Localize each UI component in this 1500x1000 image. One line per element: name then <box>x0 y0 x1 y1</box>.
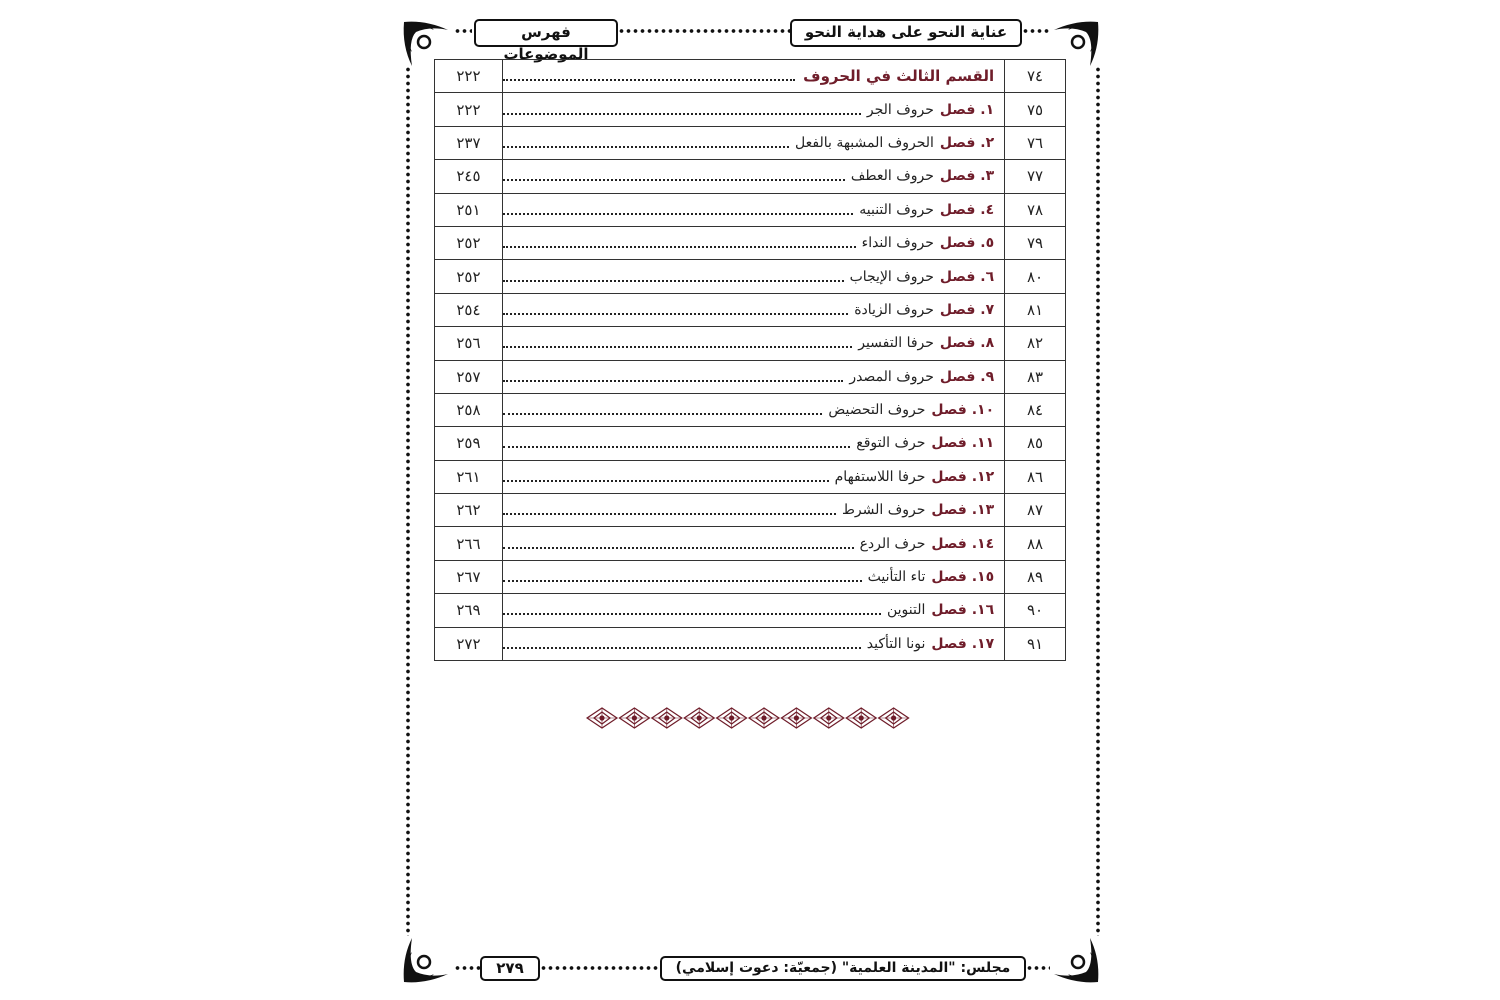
chapter-title: حرفا اللاستفهام <box>834 468 926 485</box>
toc-row-title-cell <box>502 360 1004 393</box>
section-title-header: فهرس الموضوعات <box>474 19 618 47</box>
toc-row-number: ٧٩ <box>1005 226 1066 259</box>
toc-row-page: ٢٢٢ <box>435 60 503 93</box>
chapter-title: حرف التوقع <box>856 435 926 452</box>
chapter-prefix: ٤. فصل <box>939 201 995 218</box>
chapter-prefix: ٩. فصل <box>939 368 995 385</box>
toc-row-page: ٢٦٦ <box>435 527 503 560</box>
chapter-title: حرف الردع <box>859 535 926 552</box>
toc-row-number: ٨٣ <box>1005 360 1066 393</box>
toc-row <box>435 527 1066 560</box>
toc-row <box>435 560 1066 593</box>
toc-row-title-cell <box>502 260 1004 293</box>
border-top-right <box>1022 28 1050 34</box>
toc-row-number: ٧٨ <box>1005 193 1066 226</box>
border-bottom-right <box>1026 965 1050 971</box>
chapter-title: نونا التأكيد <box>866 635 926 652</box>
chapter-prefix: ١٣. فصل <box>931 502 995 519</box>
corner-flourish-icon <box>400 934 452 986</box>
toc-row-number: ٨٩ <box>1005 560 1066 593</box>
toc-row-number: ٧٤ <box>1005 60 1066 93</box>
toc-row-number: ٨٨ <box>1005 527 1066 560</box>
chapter-title: حروف العطف <box>850 168 934 185</box>
toc-row-number: ٩١ <box>1005 627 1066 660</box>
chapter-prefix: ٨. فصل <box>939 335 995 352</box>
chapter-prefix: ٦. فصل <box>939 268 995 285</box>
toc-row <box>435 126 1066 159</box>
toc-row-title-cell <box>502 327 1004 360</box>
dot-leader <box>503 413 822 415</box>
chapter-prefix: ٣. فصل <box>939 168 995 185</box>
chapter-title: التنوين <box>886 602 926 619</box>
toc-row-page: ٢٥٧ <box>435 360 503 393</box>
toc-row-page: ٢٥١ <box>435 193 503 226</box>
toc-row-number: ٨٦ <box>1005 460 1066 493</box>
toc-row <box>435 494 1066 527</box>
toc-row-number: ٧٧ <box>1005 160 1066 193</box>
chapter-title: حروف التنبيه <box>859 201 934 218</box>
publisher-footer: مجلس: "المدينة العلمية" (جمعيّة: دعوت إسلامي) <box>660 956 1026 981</box>
toc-row-page: ٢٦٢ <box>435 494 503 527</box>
toc-row-title-cell <box>502 226 1004 259</box>
dot-leader <box>503 446 850 448</box>
border-left <box>405 66 411 936</box>
toc-row-page: ٢٥٦ <box>435 327 503 360</box>
toc-row-page: ٢٥٢ <box>435 226 503 259</box>
toc-row-title-cell <box>502 193 1004 226</box>
chapter-title: حروف الجر <box>866 101 934 118</box>
dot-leader <box>503 280 844 282</box>
toc-row <box>435 627 1066 660</box>
chapter-title: حرفا التفسير <box>858 335 934 352</box>
border-right <box>1095 66 1101 936</box>
toc-row <box>435 193 1066 226</box>
dot-leader <box>503 580 862 582</box>
toc-row-number: ٨١ <box>1005 293 1066 326</box>
chapter-title: تاء التأنيث <box>867 569 926 586</box>
dot-leader <box>503 313 848 315</box>
toc-row-page: ٢٧٢ <box>435 627 503 660</box>
toc-row <box>435 260 1066 293</box>
chapter-prefix: ١٥. فصل <box>931 569 995 586</box>
toc-row-number: ٨٧ <box>1005 494 1066 527</box>
toc-row-page: ٢٥٢ <box>435 260 503 293</box>
dot-leader <box>503 79 795 81</box>
toc-row-page: ٢٣٧ <box>435 126 503 159</box>
toc-row <box>435 60 1066 93</box>
toc-row <box>435 460 1066 493</box>
dot-leader <box>503 113 861 115</box>
divider-ornament-icon <box>586 706 912 730</box>
toc-row-title-cell <box>502 627 1004 660</box>
toc-row-page: ٢٥٤ <box>435 293 503 326</box>
dot-leader <box>503 346 852 348</box>
toc-row-title-cell <box>502 427 1004 460</box>
toc-row-page: ٢٥٨ <box>435 393 503 426</box>
toc-row-page: ٢٤٥ <box>435 160 503 193</box>
dot-leader <box>503 480 829 482</box>
chapter-title: حروف المصدر <box>849 368 934 385</box>
section-heading: القسم الثالث في الحروف <box>803 67 995 86</box>
toc-row <box>435 427 1066 460</box>
chapter-title: حروف النداء <box>861 235 934 252</box>
page-number: ٢٧٩ <box>480 956 540 981</box>
toc-row-title-cell <box>502 527 1004 560</box>
dot-leader <box>503 380 843 382</box>
border-top-middle <box>618 28 790 34</box>
chapter-prefix: ١٧. فصل <box>931 635 995 652</box>
toc-row-number: ٨٢ <box>1005 327 1066 360</box>
toc-row-title-cell <box>502 494 1004 527</box>
toc-row-title-cell <box>502 293 1004 326</box>
chapter-title: حروف التحضيض <box>828 402 926 419</box>
toc-row-number: ٧٦ <box>1005 126 1066 159</box>
toc-row <box>435 594 1066 627</box>
toc-row-number: ٨٥ <box>1005 427 1066 460</box>
toc-row <box>435 226 1066 259</box>
toc-row-title-cell <box>502 60 1004 93</box>
chapter-prefix: ١. فصل <box>939 101 995 118</box>
toc-row-title-cell <box>502 126 1004 159</box>
border-bottom-left <box>454 965 480 971</box>
toc-row <box>435 360 1066 393</box>
border-top-left <box>454 28 472 34</box>
toc-row <box>435 393 1066 426</box>
toc-row-title-cell <box>502 594 1004 627</box>
toc-row <box>435 327 1066 360</box>
toc-row-page: ٢٦٩ <box>435 594 503 627</box>
chapter-prefix: ٥. فصل <box>939 235 995 252</box>
chapter-prefix: ١١. فصل <box>931 435 995 452</box>
toc-row-number: ٨٤ <box>1005 393 1066 426</box>
border-bottom-middle <box>540 965 660 971</box>
dot-leader <box>503 513 836 515</box>
dot-leader <box>503 547 854 549</box>
toc-row <box>435 160 1066 193</box>
corner-flourish-icon <box>1050 934 1102 986</box>
toc-row-number: ٨٠ <box>1005 260 1066 293</box>
chapter-prefix: ١٠. فصل <box>931 402 995 419</box>
toc-row-title-cell <box>502 160 1004 193</box>
toc-row-page: ٢٢٢ <box>435 93 503 126</box>
chapter-title: حروف الإيجاب <box>849 268 934 285</box>
book-title-header: عناية النحو على هداية النحو <box>790 19 1022 47</box>
chapter-prefix: ١٦. فصل <box>931 602 995 619</box>
toc-row-number: ٩٠ <box>1005 594 1066 627</box>
toc-row-page: ٢٦٧ <box>435 560 503 593</box>
chapter-prefix: ١٢. فصل <box>931 468 995 485</box>
toc-row-title-cell <box>502 560 1004 593</box>
dot-leader <box>503 647 861 649</box>
book-page <box>400 18 1106 986</box>
toc-row <box>435 293 1066 326</box>
toc-row <box>435 93 1066 126</box>
chapter-prefix: ٧. فصل <box>939 301 995 318</box>
dot-leader <box>503 213 853 215</box>
chapter-prefix: ١٤. فصل <box>931 535 995 552</box>
dot-leader <box>503 146 789 148</box>
dot-leader <box>503 613 881 615</box>
chapter-title: الحروف المشبهة بالفعل <box>795 134 934 151</box>
toc-row-page: ٢٥٩ <box>435 427 503 460</box>
dot-leader <box>503 246 856 248</box>
toc-row-title-cell <box>502 460 1004 493</box>
toc-row-title-cell <box>502 93 1004 126</box>
chapter-prefix: ٢. فصل <box>939 134 995 151</box>
chapter-title: حروف الزيادة <box>854 301 934 318</box>
toc-row-title-cell <box>502 393 1004 426</box>
toc-row-page: ٢٦١ <box>435 460 503 493</box>
toc-table <box>434 59 1066 661</box>
toc-row-number: ٧٥ <box>1005 93 1066 126</box>
chapter-title: حروف الشرط <box>841 502 926 519</box>
dot-leader <box>503 179 845 181</box>
